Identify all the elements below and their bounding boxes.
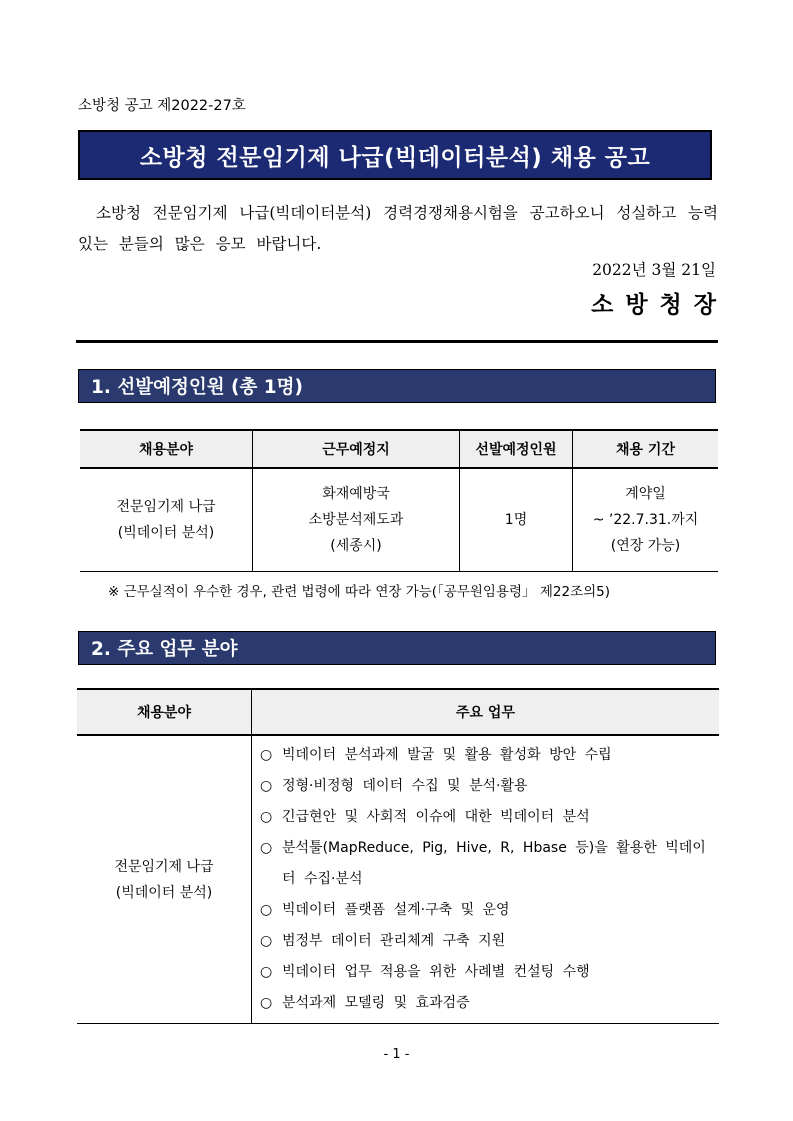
table-row bbox=[80, 468, 718, 572]
bullet-circle-icon: ○ bbox=[260, 840, 273, 856]
page-title: 소방청 전문임기제 나급(빅데이터분석) 채용 공고 bbox=[78, 130, 712, 180]
table-header-row bbox=[77, 689, 719, 735]
period-line: ~ ’22.7.31.까지 bbox=[592, 512, 699, 528]
duty-text: 긴급현안 및 사회적 이슈에 대한 빅데이터 분석 bbox=[282, 809, 590, 825]
duty-text: 정형·비정형 데이터 수집 및 분석·활용 bbox=[282, 778, 528, 794]
bullet-circle-icon: ○ bbox=[260, 809, 273, 825]
duty-text: 빅데이터 분석과제 발굴 및 활용 활성화 방안 수립 bbox=[282, 747, 612, 763]
section-1-title: 1. 선발예정인원 (총 1명) bbox=[78, 369, 716, 403]
cell-location bbox=[253, 468, 460, 572]
field-line: (빅데이터 분석) bbox=[117, 525, 215, 541]
duty-text: 분석과제 모델링 및 효과검증 bbox=[282, 995, 470, 1011]
list-item bbox=[260, 740, 711, 771]
bullet-circle-icon: ○ bbox=[260, 964, 273, 980]
header-divider bbox=[76, 340, 718, 343]
location-line: 화재예방국 bbox=[322, 486, 390, 502]
extension-footnote: ※ 근무실적이 우수한 경우, 관련 법령에 따라 연장 가능(「공무원임용령」 제22조의5) bbox=[108, 584, 611, 600]
list-item bbox=[260, 926, 711, 957]
table-header-row bbox=[80, 430, 718, 468]
table-row bbox=[77, 735, 719, 1024]
col-field: 채용분야 bbox=[77, 689, 252, 735]
col-field: 채용분야 bbox=[80, 430, 253, 468]
duties-table bbox=[77, 688, 719, 1024]
cell-field bbox=[77, 735, 252, 1024]
duty-text: 빅데이터 플랫폼 설계·구축 및 운영 bbox=[282, 902, 510, 918]
period-line: (연장 가능) bbox=[610, 538, 681, 554]
section-2-title: 2. 주요 업무 분야 bbox=[78, 631, 716, 665]
list-item bbox=[260, 771, 711, 802]
cell-period bbox=[573, 468, 719, 572]
notice-date: 2022년 3월 21일 bbox=[592, 261, 716, 279]
duty-text: 범정부 데이터 관리체계 구축 지원 bbox=[282, 933, 506, 949]
location-line: 소방분석제도과 bbox=[308, 512, 404, 528]
notice-number: 소방청 공고 제2022-27호 bbox=[78, 98, 246, 114]
period-line: 계약일 bbox=[625, 486, 666, 502]
intro-paragraph: 소방청 전문임기제 나급(빅데이터분석) 경력경쟁채용시험을 공고하오니 성실하고 능력 있는 분들의 많은 응모 바랍니다. bbox=[78, 204, 718, 253]
list-item bbox=[260, 802, 711, 833]
bullet-circle-icon: ○ bbox=[260, 933, 273, 949]
list-item bbox=[260, 833, 711, 895]
field-line: (빅데이터 분석) bbox=[115, 884, 213, 901]
recruitment-table bbox=[80, 429, 718, 572]
col-location: 근무예정지 bbox=[253, 430, 460, 468]
issuer-name: 소방청장 bbox=[591, 291, 728, 318]
cell-field bbox=[80, 468, 253, 572]
field-line: 전문임기제 나급 bbox=[116, 499, 216, 515]
duty-text: 빅데이터 업무 적용을 위한 사례별 컨설팅 수행 bbox=[282, 964, 590, 980]
cell-duties bbox=[252, 735, 720, 1024]
duty-text: 분석툴(MapReduce, Pig, Hive, R, Hbase 등)을 활용한 빅데이터 수집·분석 bbox=[282, 840, 706, 887]
list-item bbox=[260, 988, 711, 1019]
bullet-circle-icon: ○ bbox=[260, 747, 273, 763]
col-period: 채용 기간 bbox=[573, 430, 719, 468]
col-count: 선발예정인원 bbox=[460, 430, 573, 468]
list-item bbox=[260, 957, 711, 988]
list-item bbox=[260, 895, 711, 926]
bullet-circle-icon: ○ bbox=[260, 995, 273, 1011]
page-number: - 1 - bbox=[383, 1047, 410, 1062]
bullet-circle-icon: ○ bbox=[260, 778, 273, 794]
cell-count: 1명 bbox=[460, 468, 573, 572]
col-duties: 주요 업무 bbox=[252, 689, 720, 735]
bullet-circle-icon: ○ bbox=[260, 902, 273, 918]
field-line: 전문임기제 나급 bbox=[114, 858, 214, 875]
location-line: (세종시) bbox=[330, 538, 382, 554]
